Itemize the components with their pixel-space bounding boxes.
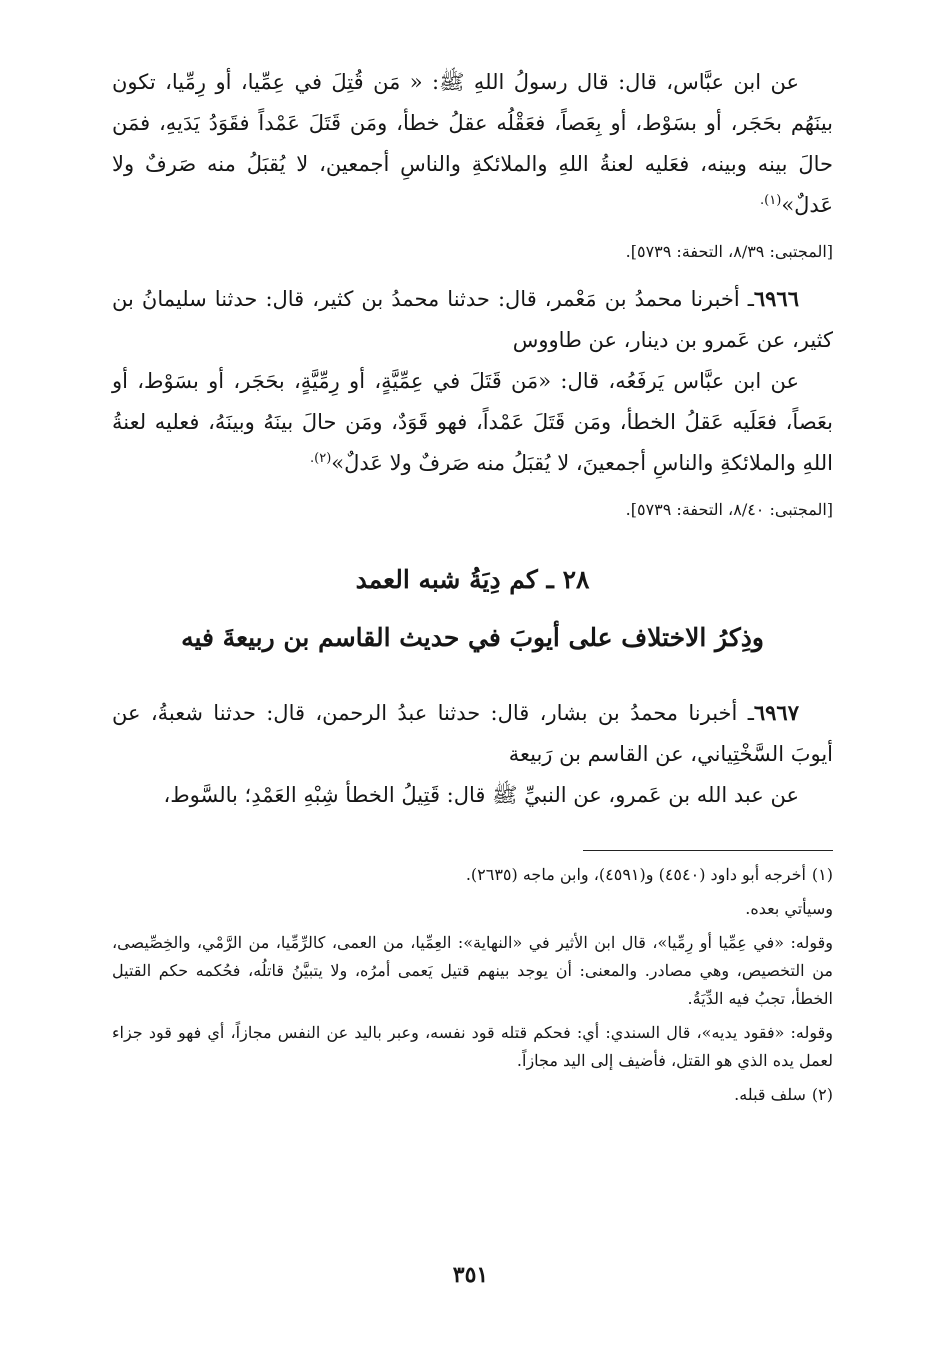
page-number: ٣٥١ (452, 1262, 489, 1288)
footnote-2 (112, 1081, 833, 1109)
footnote-2-number: (٢) (811, 1085, 833, 1104)
chapter-title: ٢٨ ـ كم دِيَةُ شبه العمد (355, 565, 590, 594)
hadith-number-6966: ٦٩٦٦ (753, 286, 799, 311)
footnote-1 (112, 861, 833, 889)
footnotes (112, 861, 833, 1109)
hadith-6967-chain: ـ أخبرنا محمدُ بن بشار، قال: حدثنا عبدُ الرحمن، قال: حدثنا شعبةُ، عن أيوبَ السَّخْتِياني، عن القاسم بن رَبيعة (112, 701, 833, 766)
hadith-text-prev-body: عن ابن عبَّاس، قال: قال رسولُ اللهِ ﷺ: « مَن قُتِلَ في عِمِّيا، أو رِمِّيا، تكون بينَهُم بحَجَر، أو بسَوْط، أو بِعَصاً، فعَقْلُه عقلُ خطأ، ومَن قَتَلَ عَمْداً فقَوَدُ يَدَيهِ، فمَن حالَ بينه وبينه، فعَليه لعنةُ اللهِ والملائكةِ والناسِ أجمعين، لا يُقبَلُ منه صَرفٌ ولا عَدلٌ» (112, 70, 833, 217)
hadith-6967-body: عن عبد الله بن عَمرو، عن النبيِّ ﷺ قال: قَتِيلُ الخطأ شِبْهِ العَمْدِ؛ بالسَّوط، (163, 783, 799, 807)
hadith-text-prev (112, 62, 833, 226)
footnote-1-quote-1: وقوله: «في عِمِّيا أو رِمِّيا»، قال ابن الأثير في «النهاية»: العِمِّيا، من العمى، كالرِّمِّيا، من الرَّمْي، والخِصِّيصى، من التخصيص، وهي مصادر. والمعنى: أن يوجد بينهم قتيل يَعمى أمرُه، ولا يتبيَّنُ قاتلُه، فحُكمه حكم القتيل الخطأ، تجبُ فيه الدِّيَةُ. (112, 933, 833, 1008)
hadith-6966-chain: ـ أخبرنا محمدُ بن مَعْمر، قال: حدثنا محمدُ بن كثير، قال: حدثنا سليمانُ بن كثير، عن عَمرو بن دينار، عن طاووس (112, 287, 833, 352)
footnote-marker-1: (١). (760, 193, 782, 208)
source-reference-6966: [المجتبى: ٨/٤٠، التحفة: ٥٧٣٩]. (625, 500, 833, 519)
footnote-separator (583, 850, 833, 851)
footnote-2-text: سلف قبله. (734, 1085, 806, 1104)
chapter-subtitle: وذِكرُ الاختلاف على أيوبَ في حديث القاسم بن ربيعةَ فيه (181, 623, 764, 652)
hadith-number-6967: ٦٩٦٧ (753, 700, 799, 725)
footnote-marker-2: (٢). (310, 451, 332, 466)
hadith-6967-isnad (112, 692, 833, 775)
source-reference-prev: [المجتبى: ٨/٣٩، التحفة: ٥٧٣٩]. (625, 242, 833, 261)
hadith-6966-isnad (112, 278, 833, 361)
footnote-1-text: أخرجه أبو داود (٤٥٤٠) و(٤٥٩١)، وابن ماجه (٢٦٣٥). (465, 865, 806, 884)
footnote-1-quote-2: وقوله: «فقود يديه»، قال السندي: أي: فحكم قتله قود نفسه، وعبر باليد عن النفس مجازاً، أي فهو قود جزاء لعمل يده الذي هو القتل، فأضيف إلى اليد مجازاً. (112, 1023, 833, 1070)
hadith-6966-body (112, 361, 833, 484)
hadith-6966-matn: عن ابن عبَّاس يَرفَعُه، قال: «مَن قَتَلَ في عِمِّيَّةٍ، أو رِمِّيَّةٍ، بحَجَر، أو بسَوْط، أو بعَصاً، فعَلَيه عَقلُ الخطأ، ومَن قَتَلَ عَمْداً، فهو قَوَدٌ، ومَن حالَ بينَهُ وبينَهُ، فعليه لعنةُ اللهِ والملائكةِ والناسِ أجمعينَ، لا يُقبَلُ منه صَرفٌ ولا عَدلٌ» (112, 369, 833, 475)
footnote-1-continued: وسيأتي بعده. (745, 899, 833, 918)
footnote-1-number: (١) (811, 865, 833, 884)
